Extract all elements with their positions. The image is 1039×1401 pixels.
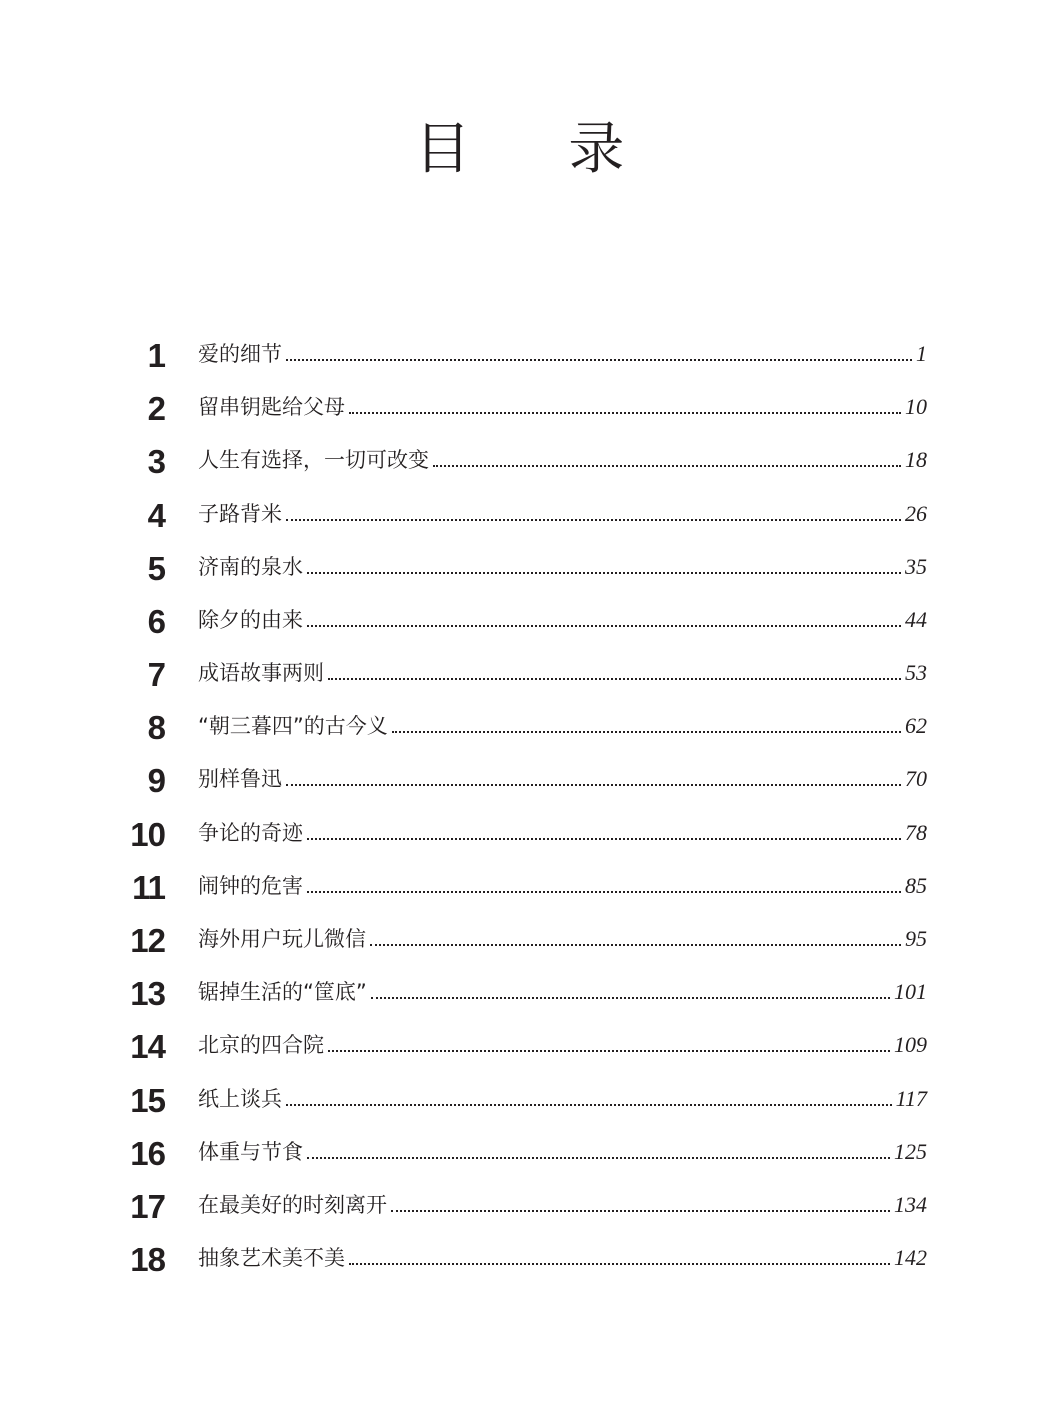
entry-title: 除夕的由来 [198, 608, 303, 632]
entry-page-number: 117 [895, 1086, 927, 1111]
toc-entry[interactable] [0, 437, 1039, 490]
dot-leader [307, 625, 901, 627]
toc-entry[interactable] [0, 916, 1039, 969]
dot-leader [307, 891, 901, 893]
dot-leader [433, 465, 901, 467]
entry-title: 锯掉生活的“筐底” [198, 980, 367, 1004]
entry-number: 13 [130, 975, 165, 1012]
entry-number: 10 [130, 816, 165, 853]
entry-title: 北京的四合院 [198, 1033, 324, 1057]
entry-number: 15 [130, 1082, 165, 1119]
entry-page-number: 142 [894, 1245, 927, 1270]
entry-number: 4 [147, 497, 165, 534]
page-title: 目 录 [414, 117, 665, 182]
entry-page-number: 134 [894, 1192, 927, 1217]
entry-number: 5 [147, 550, 165, 587]
dot-leader [370, 944, 901, 946]
entry-title: “朝三暮四”的古今义 [198, 714, 388, 738]
entry-page-number: 10 [905, 394, 927, 419]
toc-entry[interactable] [0, 331, 1039, 384]
entry-number: 1 [147, 337, 165, 374]
entry-number: 12 [130, 922, 165, 959]
toc-entry[interactable] [0, 650, 1039, 703]
dot-leader [391, 1210, 890, 1212]
dot-leader [286, 519, 901, 521]
dot-leader [286, 1104, 892, 1106]
entry-page-number: 44 [905, 607, 927, 632]
entry-title: 人生有选择，一切可改变 [198, 448, 429, 472]
entry-title: 爱的细节 [198, 342, 282, 366]
entry-title: 济南的泉水 [198, 555, 303, 579]
dot-leader [307, 1157, 890, 1159]
entry-page-number: 78 [905, 820, 927, 845]
entry-title: 留串钥匙给父母 [198, 395, 345, 419]
entry-number: 9 [147, 762, 165, 799]
toc-entry[interactable] [0, 384, 1039, 437]
entry-page-number: 26 [905, 501, 927, 526]
entry-page-number: 109 [894, 1032, 927, 1057]
entry-number: 7 [147, 656, 165, 693]
dot-leader [286, 784, 901, 786]
entry-number: 17 [130, 1188, 165, 1225]
entry-page-number: 101 [894, 979, 927, 1004]
toc-entry[interactable] [0, 544, 1039, 597]
entry-page-number: 95 [905, 926, 927, 951]
dot-leader [349, 412, 901, 414]
entry-title: 在最美好的时刻离开 [198, 1193, 387, 1217]
entry-number: 16 [130, 1135, 165, 1172]
entry-title: 争论的奇迹 [198, 821, 303, 845]
toc-entry[interactable] [0, 1076, 1039, 1129]
toc-entry[interactable] [0, 810, 1039, 863]
dot-leader [328, 1050, 890, 1052]
entry-title: 子路背米 [198, 502, 282, 526]
entry-title: 纸上谈兵 [198, 1087, 282, 1111]
toc-entry[interactable] [0, 597, 1039, 650]
entry-page-number: 85 [905, 873, 927, 898]
entry-number: 8 [147, 709, 165, 746]
entry-page-number: 18 [905, 447, 927, 472]
toc-entry[interactable] [0, 863, 1039, 916]
entry-page-number: 62 [905, 713, 927, 738]
dot-leader [328, 678, 901, 680]
entry-page-number: 35 [905, 554, 927, 579]
entry-title: 成语故事两则 [198, 661, 324, 685]
toc-entry[interactable] [0, 703, 1039, 756]
entry-page-number: 125 [894, 1139, 927, 1164]
toc-entry[interactable] [0, 491, 1039, 544]
dot-leader [349, 1263, 890, 1265]
entry-number: 14 [130, 1028, 165, 1065]
dot-leader [392, 731, 901, 733]
dot-leader [307, 572, 901, 574]
entry-title: 别样鲁迅 [198, 767, 282, 791]
entry-number: 3 [147, 443, 165, 480]
toc-entry[interactable] [0, 1129, 1039, 1182]
entry-page-number: 70 [905, 766, 927, 791]
dot-leader [286, 359, 912, 361]
entry-number: 11 [132, 869, 165, 906]
toc-entry[interactable] [0, 969, 1039, 1022]
entry-number: 2 [147, 390, 165, 427]
toc-entry[interactable] [0, 756, 1039, 809]
toc-entry[interactable] [0, 1022, 1039, 1075]
toc-entry[interactable] [0, 1235, 1039, 1288]
entry-page-number: 1 [916, 341, 927, 366]
entry-title: 抽象艺术美不美 [198, 1246, 345, 1270]
dot-leader [307, 838, 901, 840]
dot-leader [371, 997, 890, 999]
entry-title: 海外用户玩儿微信 [198, 927, 366, 951]
toc-entry[interactable] [0, 1182, 1039, 1235]
entry-page-number: 53 [905, 660, 927, 685]
entry-title: 闹钟的危害 [198, 874, 303, 898]
entry-number: 18 [130, 1241, 165, 1278]
entry-title: 体重与节食 [198, 1140, 303, 1164]
entry-number: 6 [147, 603, 165, 640]
